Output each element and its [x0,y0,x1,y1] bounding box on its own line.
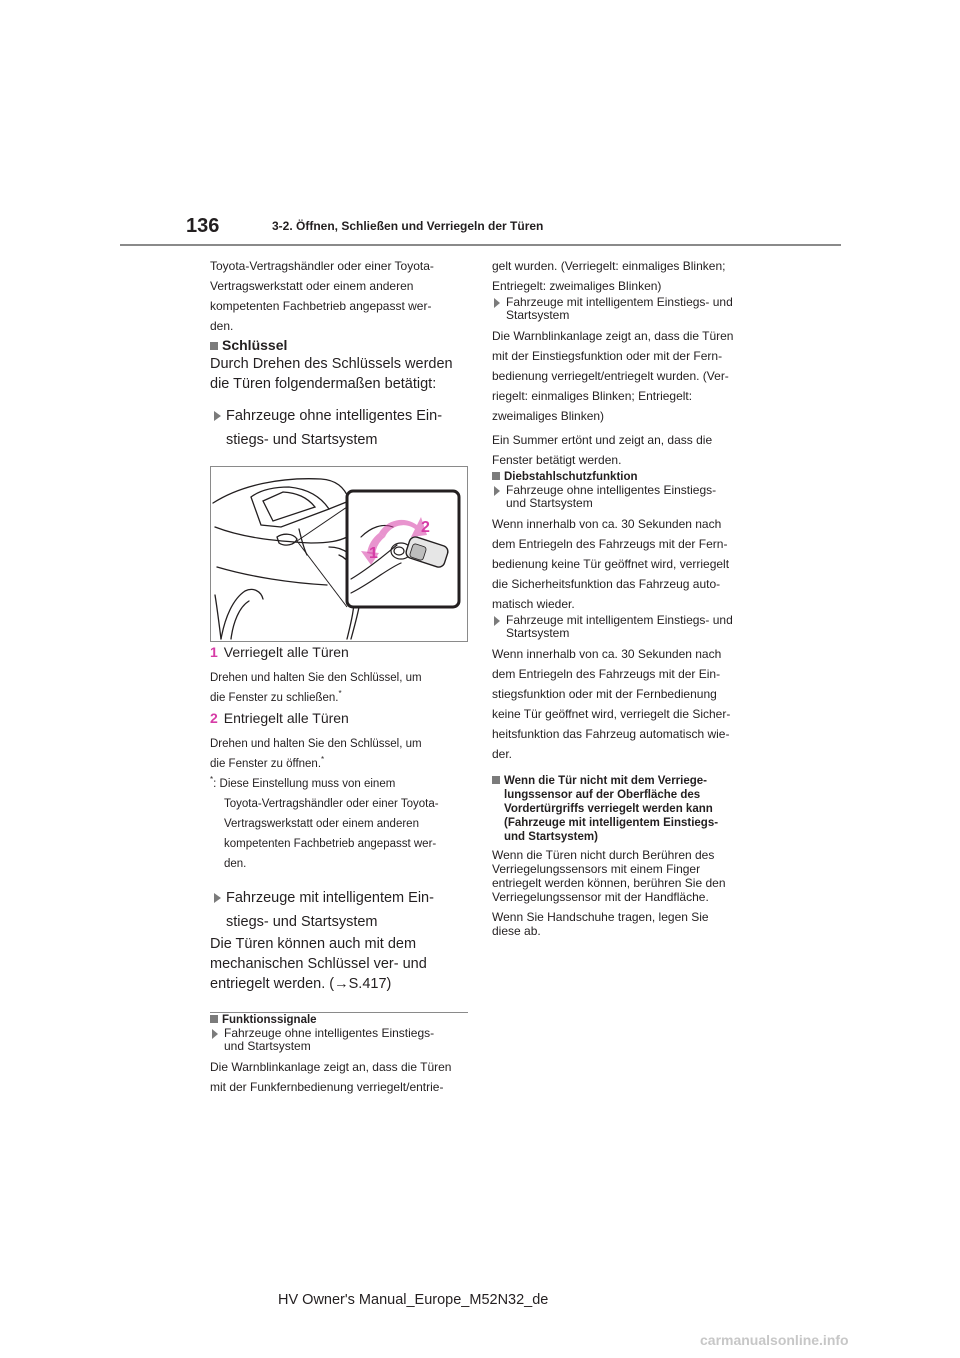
subsection-title: Startsystem [506,626,570,640]
body-line: gelt wurden. (Verriegelt: einmaliges Blinken; [492,259,726,273]
body-line: mechanischen Schlüssel ver- und [210,956,427,972]
body-line: Die Warnblinkanlage zeigt an, dass die Türen [492,329,734,343]
body-line: riegelt: einmaliges Blinken; Entriegelt: [492,389,693,403]
triangle-bullet-icon [494,486,500,496]
subsection-title: Fahrzeuge mit intelligentem Einstiegs- und [492,614,752,627]
watermark[interactable]: carmanualsonline.info [700,1332,849,1348]
list-item-unlock: 2 Entriegelt alle Türen [210,710,349,726]
body-line: stiegsfunktion oder mit der Fernbedienung [492,687,717,701]
list-item-lock: 1 Verriegelt alle Türen [210,644,349,660]
body-line: Verriegelungssensors mit einem Finger [492,862,701,876]
item-desc: die Fenster zu schließen.* [210,689,342,704]
body-line: Wenn innerhalb von ca. 30 Sekunden nach [492,517,722,531]
body-line: die Sicherheitsfunktion das Fahrzeug auto- [492,577,721,591]
schluessel-heading: Schlüssel [210,336,470,354]
subsection-title: Fahrzeuge mit intelligentem Ein- [210,886,470,910]
subsection-no-smart [210,404,470,452]
subsection-title: und Startsystem [224,1039,311,1053]
intro-line: Vertragswerkstatt oder einem anderen [210,279,414,293]
right-column [492,256,752,938]
item-desc: Drehen und halten Sie den Schlüssel, um [210,738,422,750]
subsection-smart [210,886,470,934]
triangle-bullet-icon [212,1029,218,1039]
funktion-heading: Funktionssignale [210,1013,470,1027]
body-line: mit der Einstiegsfunktion oder mit der Fern- [492,349,723,363]
header-rule [120,244,841,246]
square-bullet-icon [492,776,500,784]
body-line: die Türen folgendermaßen betätigt: [210,376,437,392]
intro-line: Toyota-Vertragshändler oder einer Toyota- [210,259,434,273]
body-line: der. [492,747,513,761]
subsection-title: Fahrzeuge ohne intelligentes Ein- [210,404,470,428]
subsection-title: Fahrzeuge ohne intelligentes Einstiegs- [210,1027,470,1040]
body-line: dem Entriegeln des Fahrzeugs mit der Ein- [492,667,721,681]
body-line: Entriegelt: zweimaliges Blinken) [492,279,662,293]
square-bullet-icon [210,1015,218,1023]
body-line: dem Entriegeln des Fahrzeugs mit der Fern- [492,537,728,551]
body-line: Die Türen können auch mit dem [210,936,417,952]
dieb-heading: Diebstahlschutzfunktion [492,470,752,484]
square-bullet-icon [492,472,500,480]
footer-manual-id: HV Owner's Manual_Europe_M52N32_de [278,1292,549,1308]
triangle-bullet-icon [214,893,221,903]
footnote: *: Diese Einstellung muss von einem Toyota-Vertragshändler oder einer Toyota- Vertragswerkstatt oder einem anderen kompetenten Fachbetrieb angepasst wer- den. [210,775,439,870]
body-line: Verriegelungssensor mit der Handfläche. [492,890,709,904]
figure-label-2: 2 [421,519,430,536]
subsection-title: Fahrzeuge ohne intelligentes Einstiegs- [492,484,752,497]
body-line: bedienung verriegelt/entriegelt wurden. (Ver- [492,369,729,383]
triangle-bullet-icon [494,298,500,308]
item-desc: die Fenster zu öffnen.* [210,755,325,770]
subsection-title: Fahrzeuge mit intelligentem Einstiegs- und [492,296,752,309]
body-line: zweimaliges Blinken) [492,409,605,423]
body-line: Fenster betätigt werden. [492,453,622,467]
body-line: Ein Summer ertönt und zeigt an, dass die [492,433,713,447]
body-line: mit der Funkfernbedienung verriegelt/entrie- [210,1080,444,1094]
subsection-title: stiegs- und Startsystem [226,914,378,930]
car-door-illustration [211,467,467,641]
subsection-title: stiegs- und Startsystem [226,432,378,448]
body-line: Wenn die Türen nicht durch Berühren des [492,848,715,862]
body-line: Die Warnblinkanlage zeigt an, dass die Türen [210,1060,452,1074]
figure-label-1: 1 [369,545,378,562]
body-line: keine Tür geöffnet wird, verriegelt die Sicher- [492,707,731,721]
body-line: bedienung keine Tür geöffnet wird, verriegelt [492,557,730,571]
subsection-title: Startsystem [506,308,570,322]
item-desc: Drehen und halten Sie den Schlüssel, um [210,672,422,684]
chapter-title: 3-2. Öffnen, Schließen und Verriegeln der Türen [272,219,544,233]
intro-line: kompetenten Fachbetrieb angepasst wer- [210,299,432,313]
page-number: 136 [186,215,220,237]
body-line: entriegelt werden können, berühren Sie den [492,876,726,890]
body-line: entriegelt werden. (→S.417) [210,976,392,992]
body-line: Durch Drehen des Schlüssels werden [210,356,453,372]
body-line: heitsfunktion das Fahrzeug automatisch wie- [492,727,730,741]
triangle-bullet-icon [494,616,500,626]
intro-line: den. [210,319,234,333]
door-key-figure [210,466,468,642]
body-line: matisch wieder. [492,597,575,611]
body-line: Wenn innerhalb von ca. 30 Sekunden nach [492,647,722,661]
square-bullet-icon [210,342,218,350]
wenn-heading: Wenn die Tür nicht mit dem Verriege- lungssensor auf der Oberfläche des Vordertürgriffs verriegelt werden kann (Fahrzeuge mit intelligentem Einstiegs- und Startsystem) [492,774,752,844]
triangle-bullet-icon [214,411,221,421]
left-column [210,256,470,1097]
body-line: Wenn Sie Handschuhe tragen, legen Sie [492,910,709,924]
body-line: diese ab. [492,924,541,938]
subsection-title: und Startsystem [506,496,593,510]
